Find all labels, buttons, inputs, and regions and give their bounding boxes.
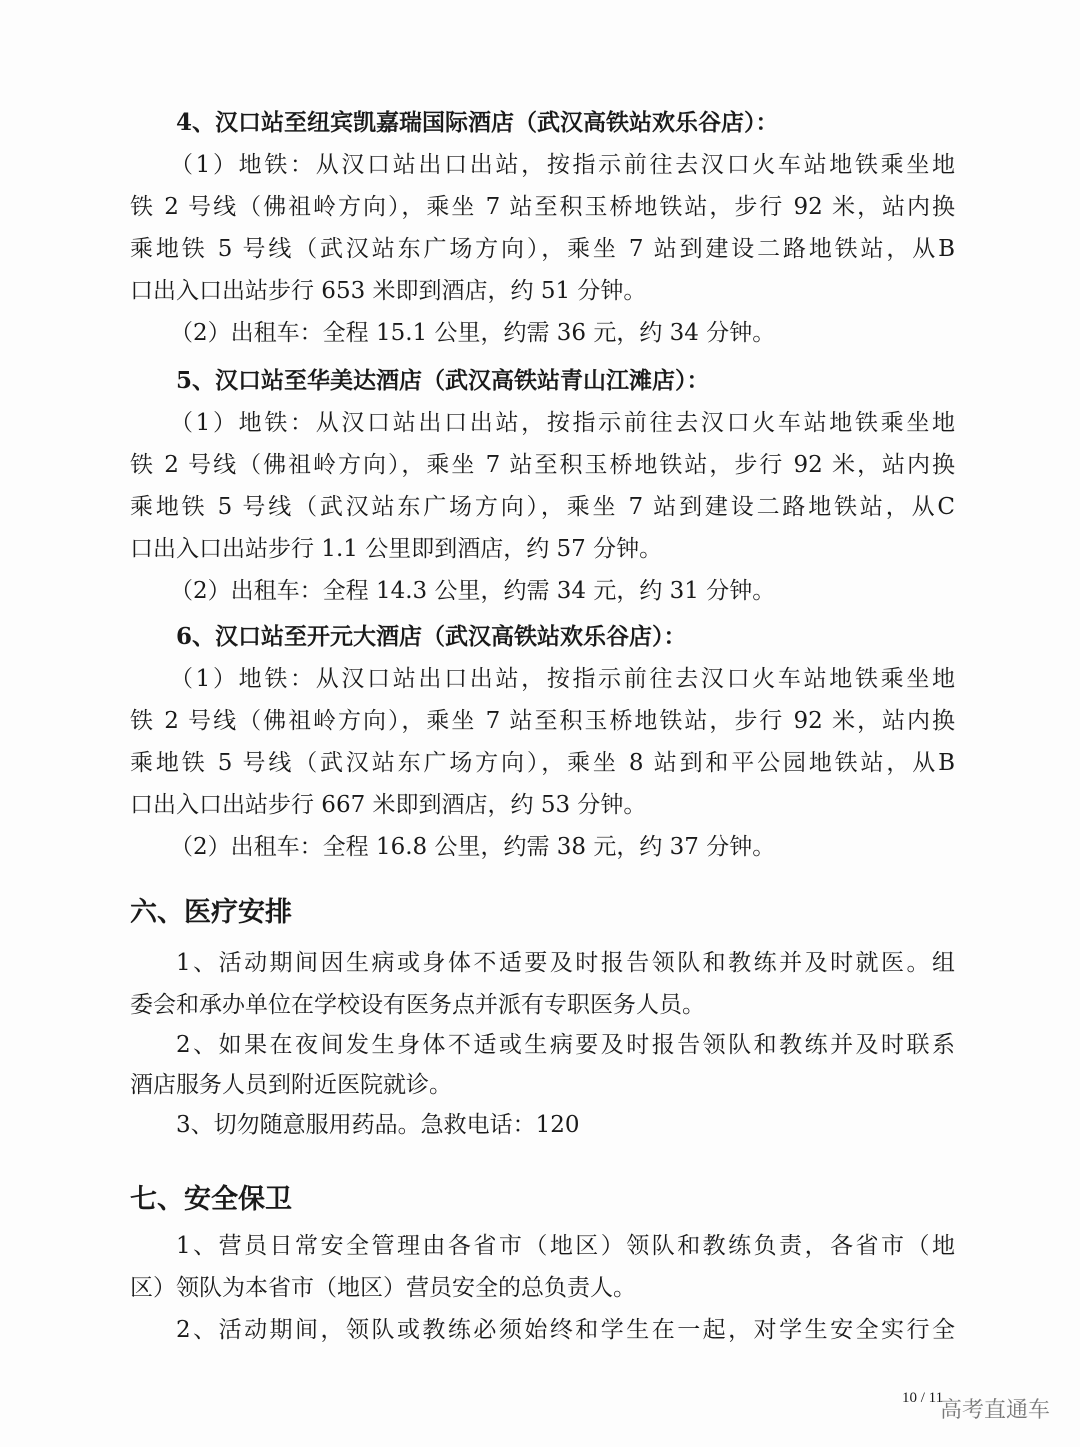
text-line: 6、汉口站至开元大酒店（武汉高铁站欢乐谷店）： xyxy=(176,623,687,650)
text-line: 口出入口出站步行 1.1 公里即到酒店，约 57 分钟。 xyxy=(130,536,663,562)
text-line: 铁 2 号线（佛祖岭方向），乘坐 7 站至积玉桥地铁站，步行 92 米，站内换 xyxy=(130,194,955,220)
text-line: （1）地铁：从汉口站出口出站，按指示前往去汉口火车站地铁乘坐地 xyxy=(170,410,955,436)
text-line: 口出入口出站步行 653 米即到酒店，约 51 分钟。 xyxy=(130,278,647,304)
text-line: 1、活动期间因生病或身体不适要及时报告领队和教练并及时就医。组 xyxy=(176,950,955,976)
text-line: （2）出租车：全程 15.1 公里，约需 36 元，约 34 分钟。 xyxy=(170,320,776,346)
text-line: （1）地铁：从汉口站出口出站，按指示前往去汉口火车站地铁乘坐地 xyxy=(170,152,955,178)
text-line: （2）出租车：全程 16.8 公里，约需 38 元，约 37 分钟。 xyxy=(170,834,776,860)
text-line: （1）地铁：从汉口站出口出站，按指示前往去汉口火车站地铁乘坐地 xyxy=(170,666,955,692)
text-line: （2）出租车：全程 14.3 公里，约需 34 元，约 31 分钟。 xyxy=(170,578,776,604)
watermark: 高考直通车 xyxy=(940,1398,1051,1423)
text-line: 铁 2 号线（佛祖岭方向），乘坐 7 站至积玉桥地铁站，步行 92 米，站内换 xyxy=(130,708,955,734)
text-line: 酒店服务人员到附近医院就诊。 xyxy=(130,1072,452,1098)
text-line: 口出入口出站步行 667 米即到酒店，约 53 分钟。 xyxy=(130,792,647,818)
text-line: 委会和承办单位在学校设有医务点并派有专职医务人员。 xyxy=(130,992,705,1018)
page-number: 10 / 11 xyxy=(902,1390,944,1406)
text-line: 区）领队为本省市（地区）营员安全的总负责人。 xyxy=(130,1275,636,1301)
text-line: 2、如果在夜间发生身体不适或生病要及时报告领队和教练并及时联系 xyxy=(176,1032,955,1058)
text-line: 铁 2 号线（佛祖岭方向），乘坐 7 站至积玉桥地铁站，步行 92 米，站内换 xyxy=(130,452,955,478)
text-line: 3、切勿随意服用药品。急救电话：120 xyxy=(176,1112,580,1138)
text-line: 乘地铁 5 号线（武汉站东广场方向），乘坐 7 站到建设二路地铁站，从C xyxy=(130,494,955,520)
section-heading: 七、安全保卫 xyxy=(130,1184,292,1215)
text-line: 4、汉口站至纽宾凯嘉瑞国际酒店（武汉高铁站欢乐谷店）： xyxy=(176,109,779,136)
section-heading: 六、医疗安排 xyxy=(130,897,292,928)
text-line: 5、汉口站至华美达酒店（武汉高铁站青山江滩店）： xyxy=(176,367,710,394)
text-line: 乘地铁 5 号线（武汉站东广场方向），乘坐 8 站到和平公园地铁站，从B xyxy=(130,750,955,776)
text-line: 1、营员日常安全管理由各省市（地区）领队和教练负责，各省市（地 xyxy=(176,1233,955,1259)
text-line: 2、活动期间，领队或教练必须始终和学生在一起，对学生安全实行全 xyxy=(176,1317,955,1343)
text-line: 乘地铁 5 号线（武汉站东广场方向），乘坐 7 站到建设二路地铁站，从B xyxy=(130,236,955,262)
